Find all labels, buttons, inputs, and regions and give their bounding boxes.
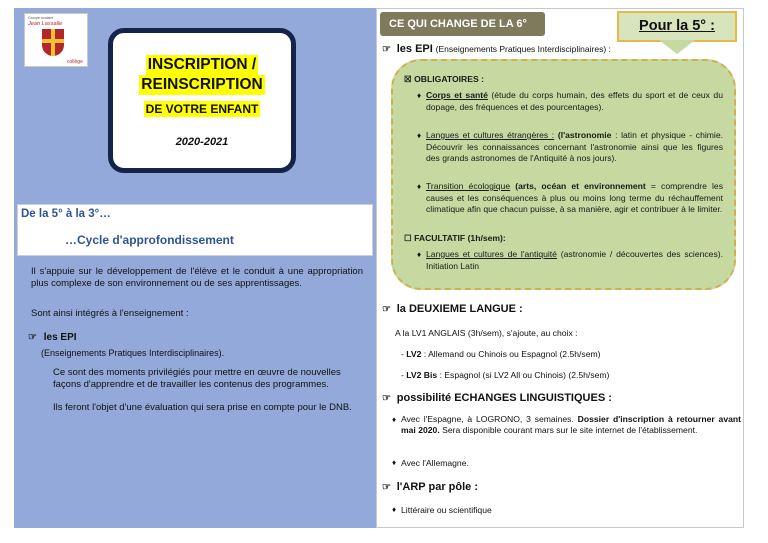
epi-item-2-text: : latin et physique - chimie. Découvrir les connaissances concernant l'astronomie ainsi que les figures des grands astronomes de l'Antiquité à nos jours). [426,130,723,164]
epi-item-1 [426,90,723,113]
langue-heading-text: la DEUXIEME LANGUE : [396,303,523,315]
title-line1: INSCRIPTION / [147,56,257,73]
logo-line2: Jean Lassalle [28,21,63,27]
arp-heading-text: l'ARP par pôle : [396,481,479,493]
left-panel [14,8,376,528]
langue-intro: A la LV1 ANGLAIS (3h/sem), s'ajoute, au choix : [395,328,578,338]
lv2bis-text: : Espagnol (si LV2 All ou Chinois) (2.5h/sem) [439,370,610,380]
drop-bullet-icon: ♦ [417,182,422,191]
arp-item: Littéraire ou scientifique [401,505,492,515]
echange-espagne [401,414,741,436]
epi-item-3 [426,181,723,216]
pour-la-5-box: Pour la 5° : [617,11,737,42]
lv2-line: - LV2 : Allemand ou Chinois ou Espagnol (2.5h/sem) [401,349,601,359]
school-logo [24,13,88,67]
epi-heading [382,43,611,56]
drop-bullet-icon: ♦ [417,91,422,100]
epi-item-4-text: (astronomie / découvertes des sciences). Initiation Latin [426,249,724,271]
lv2-label: LV2 [406,349,422,359]
epi-heading-text: les EPI [396,43,433,55]
lv2bis-label: LV2 Bis [406,370,438,380]
facultatif-label [404,233,506,245]
section-tag: CE QUI CHANGE DE LA 6° [380,12,545,36]
arrow-down-icon [659,40,695,54]
pointing-hand-icon: ☞ [382,44,391,55]
epi-item-4-title: Langues et cultures de l'antiquité [426,249,557,259]
shield-icon [42,29,64,56]
epi-item-2 [426,130,723,165]
pointing-hand-icon: ☞ [382,482,391,493]
checked-box-icon: ☒ [404,74,412,84]
drop-bullet-icon: ♦ [392,505,397,514]
cycle-box [17,204,373,256]
drop-bullet-icon: ♦ [417,250,422,259]
pointing-hand-icon: ☞ [382,393,391,404]
pointing-hand-icon: ☞ [382,304,391,315]
echange-1-b: Sera disponible courant mars sur le site internet de l'établissement. [442,425,698,435]
left-epi-heading [28,332,77,344]
title-year: 2020-2021 [175,136,229,148]
left-epi-subtitle: (Enseignements Pratiques Interdisciplinaires). [41,348,225,358]
left-paragraph-4: Ils feront l'objet d'une évaluation qui sera prise en compte pour le DNB. [53,402,352,413]
logo-line1: Groupe scolaire [28,16,54,20]
drop-bullet-icon: ♦ [392,415,397,424]
drop-bullet-icon: ♦ [392,458,397,467]
logo-line3: collège [67,59,83,65]
epi-item-2-bold: (l'astronomie [557,130,612,140]
pointing-hand-icon: ☞ [28,332,37,343]
echange-1-bold: Dossier d'inscription à retourner avant mai 2020. [401,414,741,435]
epi-item-1-title: Corps et santé [426,90,488,100]
title-line2: REINSCRIPTION [141,76,263,93]
langue-heading [382,303,523,316]
left-paragraph-2: Sont ainsi intégrés à l'enseignement : [31,308,189,319]
epi-item-2-title: Langues et cultures étrangères : [426,130,555,140]
echange-1-a: Avec l'Espagne, à LOGRONO, 3 semaines. [401,414,574,424]
epi-box [391,59,736,290]
epi-item-1-text: (étude du corps humain, des effets du sport et de ceux du dopage, des fréquences et des pourcentages). [426,90,723,112]
epi-item-4 [426,249,723,272]
echange-allemagne: Avec l'Allemagne. [401,458,469,468]
drop-bullet-icon: ♦ [417,131,422,140]
empty-box-icon: ☐ [404,233,412,243]
echanges-heading-text: possibilité ECHANGES LINGUISTIQUES : [396,392,612,404]
title-card [108,28,296,173]
epi-item-3-bold: (arts, océan et environnement [515,181,646,191]
title-line3: DE VOTRE ENFANT [145,102,259,116]
epi-heading-sub: (Enseignements Pratiques Interdisciplinaires) : [435,44,611,54]
lv2bis-line: - LV2 Bis : Espagnol (si LV2 All ou Chinois) (2.5h/sem) [401,370,610,380]
left-paragraph-3: Ce sont des moments privilégiés pour mettre en œuvre de nouvelles façons d'apprendre et de travailler les contenus des programmes. [53,367,341,390]
epi-item-3-title: Transition écologique [426,181,511,191]
left-paragraph-1: Il s'appuie sur le développement de l'élève et le conduit à une appropriation plus complexe de son environnement ou de ses apprentissages. [31,266,363,289]
obligatoires-text: OBLIGATOIRES : [414,74,484,84]
obligatoires-label [404,74,484,86]
lv2-text: : Allemand ou Chinois ou Espagnol (2.5h/sem) [423,349,601,359]
cycle-subheading: …Cycle d'approfondissement [65,233,234,247]
cycle-heading: De la 5° à la 3°… [21,208,111,220]
left-epi-heading-text: les EPI [43,332,77,343]
right-panel [376,8,744,528]
echanges-heading [382,392,612,405]
facultatif-text: FACULTATIF (1h/sem): [414,233,506,243]
arp-heading [382,481,478,494]
epi-item-3-text: = comprendre les causes et les conséquences à plus ou moins long terme du réchauffement climatique afin que chacun puisse, à sa manière, agir et contribuer à le limiter. [426,181,724,215]
